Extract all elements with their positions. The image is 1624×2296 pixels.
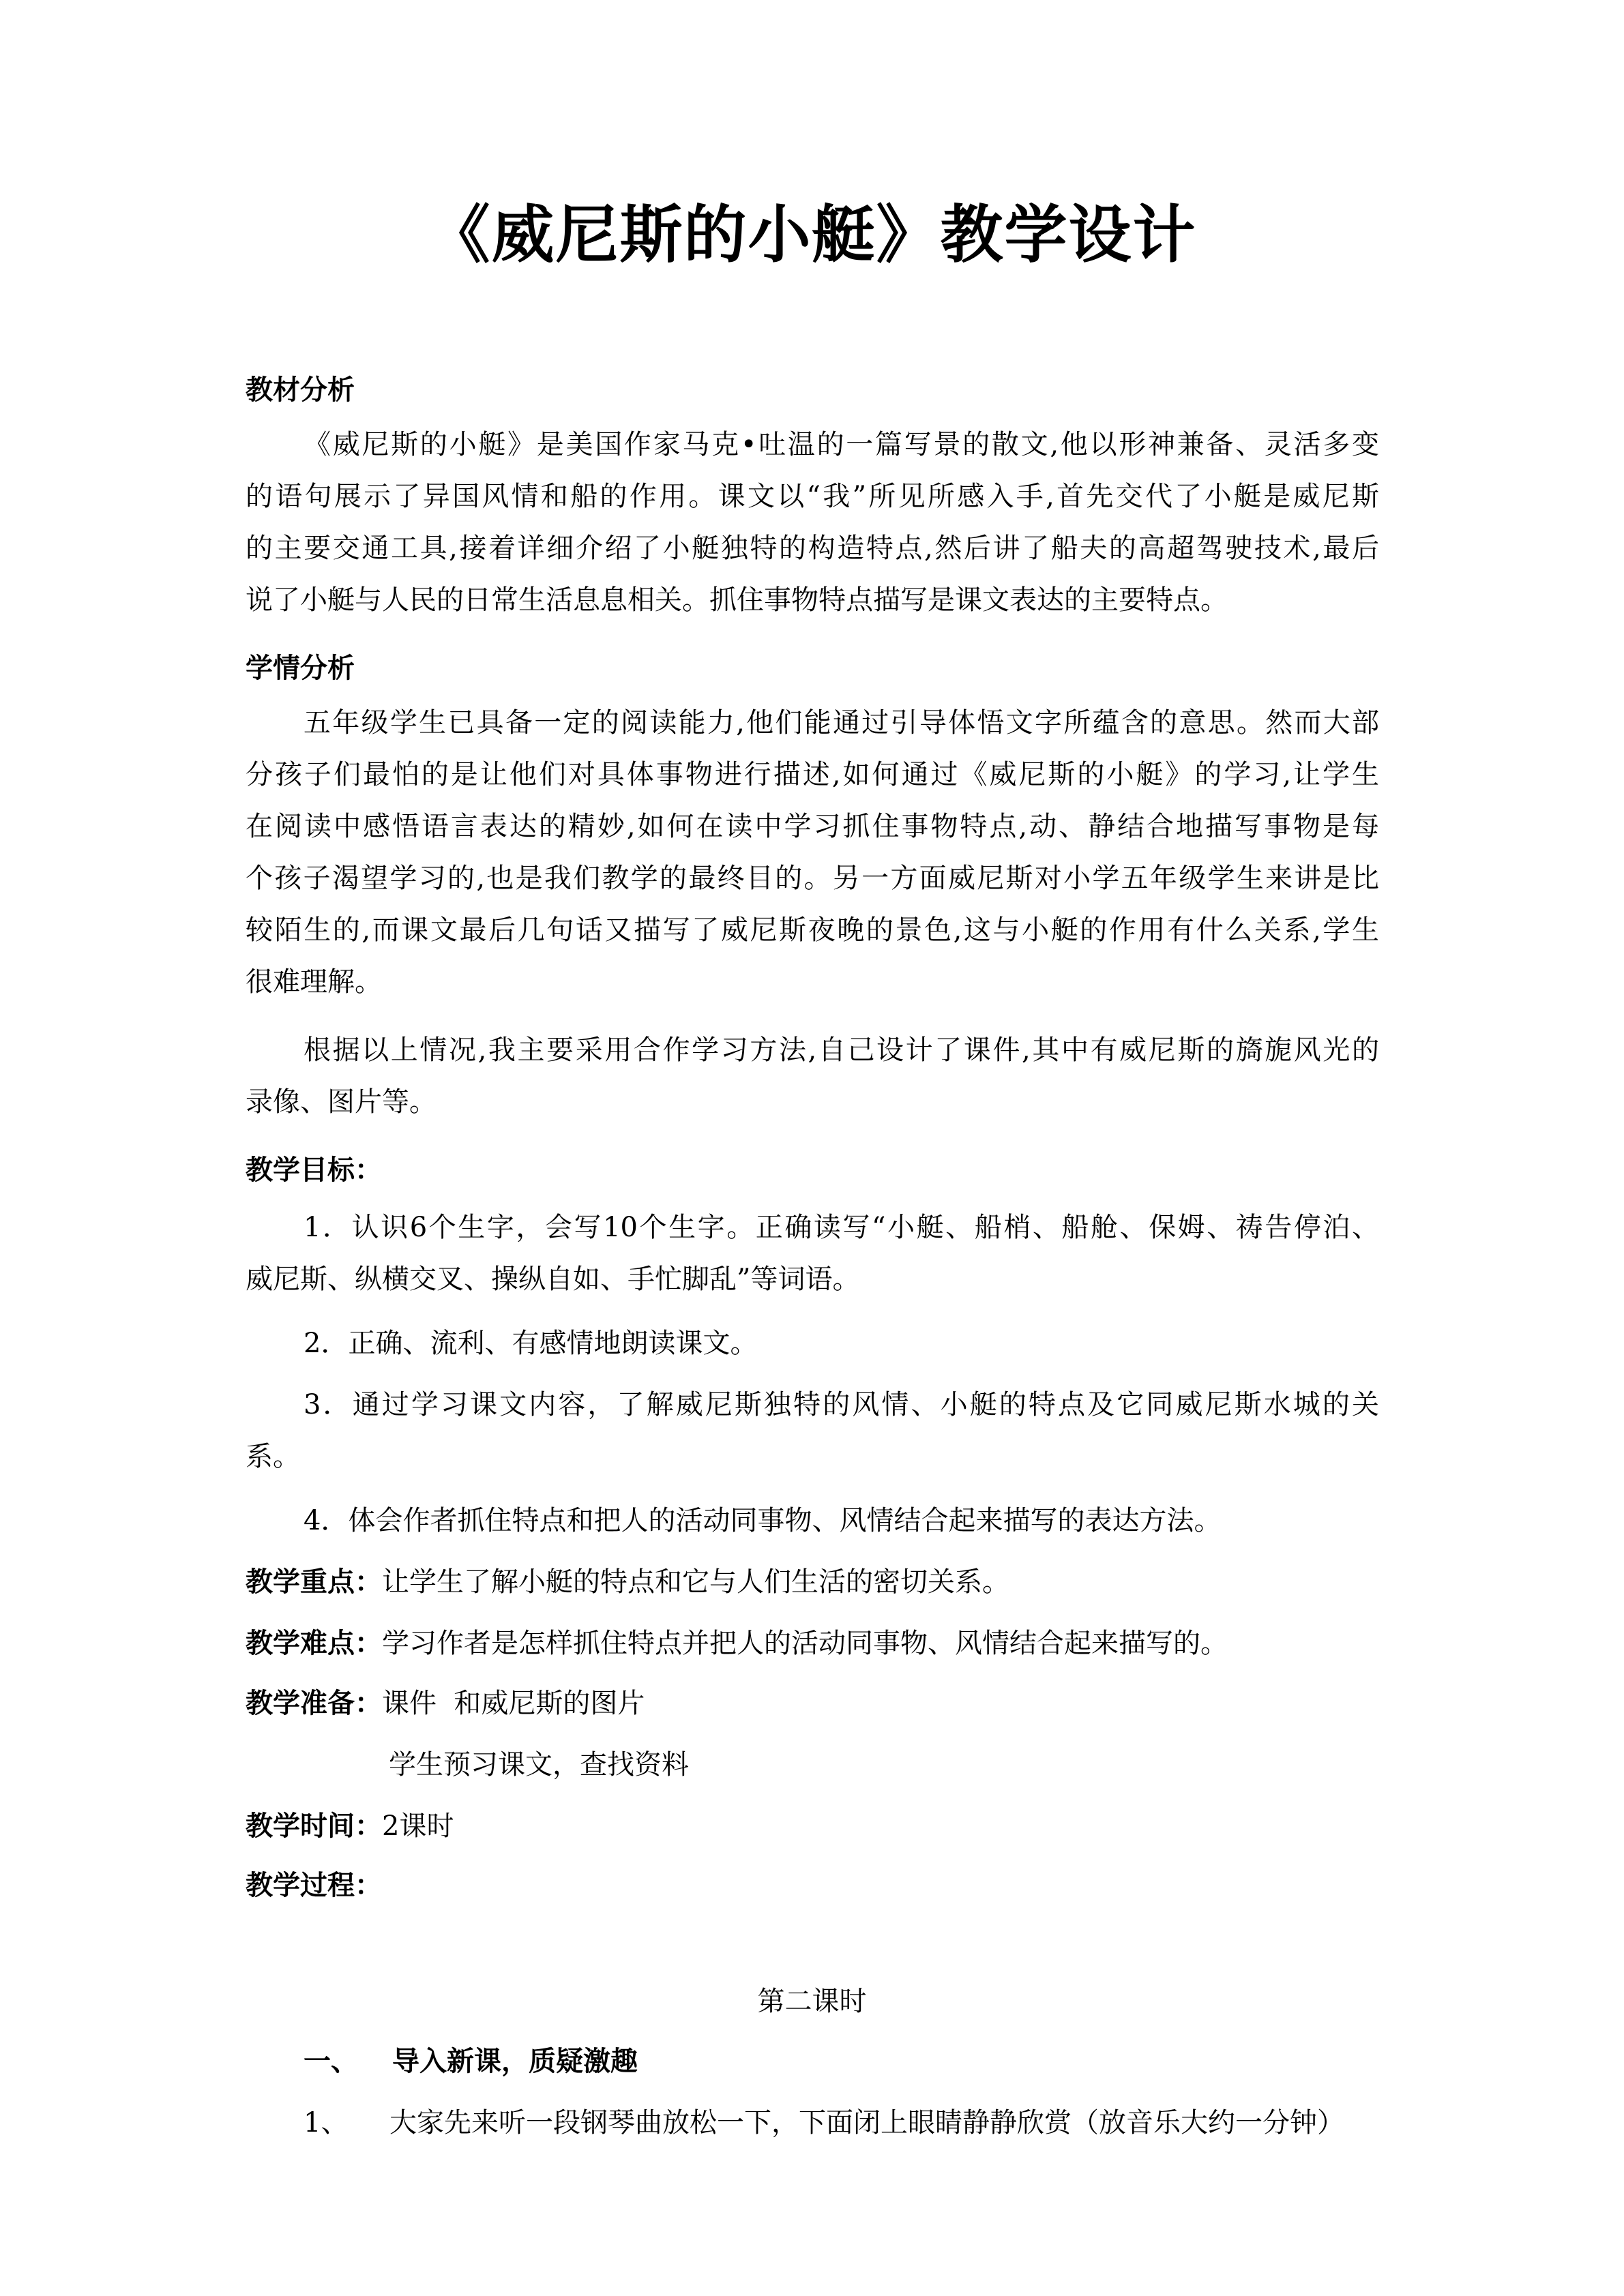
goal-line: 2．正确、流利、有感情地朗读课文。: [304, 1328, 758, 1359]
item-1-text: 大家先来听一段钢琴曲放松一下，下面闭上眼睛静静欣赏（放音乐大约一分钟）: [389, 2107, 1344, 2138]
section-heading-goals: 教学目标：: [246, 1154, 382, 1186]
item-1-row: [304, 2102, 1344, 2143]
paragraph-line: 根据以上情况,我主要采用合作学习方法,自己设计了课件,其中有威尼斯的旖旎风光的: [304, 1034, 1379, 1066]
paragraph-line: 说了小艇与人民的日常生活息息相关。抓住事物特点描写是课文表达的主要特点。: [246, 584, 1228, 616]
process-label: 教学过程：: [246, 1870, 382, 1901]
page-title: 《威尼斯的小艇》教学设计: [427, 198, 1197, 271]
step-1-row: [304, 2041, 638, 2082]
paragraph-line: 个孩子渴望学习的,也是我们教学的最终目的。另一方面威尼斯对小学五年级学生来讲是比: [246, 863, 1379, 894]
goal-line: 系。: [246, 1441, 300, 1472]
difficulty-text: 学习作者是怎样抓住特点并把人的活动同事物、风情结合起来描写的。: [382, 1628, 1228, 1659]
item-1-number: 1、: [304, 2107, 349, 2138]
paragraph-line: 的语句展示了异国风情和船的作用。课文以“我”所见所感入手,首先交代了小艇是威尼斯: [246, 481, 1379, 512]
preparation-text-2: 学生预习课文，查找资料: [389, 1749, 689, 1780]
preparation-text: 课件 和威尼斯的图片: [382, 1688, 645, 1719]
key-point-row: [246, 1562, 1009, 1602]
process-row: [246, 1865, 382, 1906]
time-text: 2课时: [382, 1810, 454, 1842]
preparation-label: 教学准备：: [246, 1688, 382, 1719]
step-1-title: 导入新课，质疑激趣: [392, 2046, 638, 2077]
goal-line: 威尼斯、纵横交叉、操纵自如、手忙脚乱”等词语。: [246, 1264, 860, 1295]
key-point-text: 让学生了解小艇的特点和它与人们生活的密切关系。: [382, 1566, 1009, 1598]
lesson-heading: 第二课时: [757, 1986, 867, 2017]
difficulty-label: 教学难点：: [246, 1628, 382, 1659]
paragraph-line: 很难理解。: [246, 966, 382, 998]
goal-line: 3．通过学习课文内容，了解威尼斯独特的风情、小艇的特点及它同威尼斯水城的关: [304, 1389, 1379, 1420]
paragraph-line: 在阅读中感悟语言表达的精妙,如何在读中学习抓住事物特点,动、静结合地描写事物是每: [246, 811, 1379, 842]
difficulty-row: [246, 1623, 1228, 1664]
goal-line: 4．体会作者抓住特点和把人的活动同事物、风情结合起来描写的表达方法。: [304, 1505, 1222, 1536]
section-heading-material: 教材分析: [246, 374, 355, 406]
time-row: [246, 1806, 454, 1847]
paragraph-line: 分孩子们最怕的是让他们对具体事物进行描述,如何通过《威尼斯的小艇》的学习,让学生: [246, 759, 1379, 790]
paragraph-line: 《威尼斯的小艇》是美国作家马克•吐温的一篇写景的散文,他以形神兼备、灵活多变: [304, 429, 1379, 460]
paragraph-line: 五年级学生已具备一定的阅读能力,他们能通过引导体悟文字所蕴含的意思。然而大部: [304, 707, 1379, 739]
preparation-row: [246, 1683, 645, 1724]
paragraph-line: 录像、图片等。: [246, 1086, 437, 1118]
time-label: 教学时间：: [246, 1810, 382, 1842]
paragraph-line: 的主要交通工具,接着详细介绍了小艇独特的构造特点,然后讲了船夫的高超驾驶技术,最后: [246, 533, 1379, 564]
section-heading-students: 学情分析: [246, 653, 355, 684]
key-point-label: 教学重点：: [246, 1566, 382, 1598]
goal-line: 1．认识6个生字，会写10个生字。正确读写“小艇、船梢、船舱、保姆、祷告停泊、: [304, 1212, 1379, 1243]
step-1-number: 一、: [304, 2046, 358, 2077]
paragraph-line: 较陌生的,而课文最后几句话又描写了威尼斯夜晚的景色,这与小艇的作用有什么关系,学生: [246, 914, 1379, 946]
